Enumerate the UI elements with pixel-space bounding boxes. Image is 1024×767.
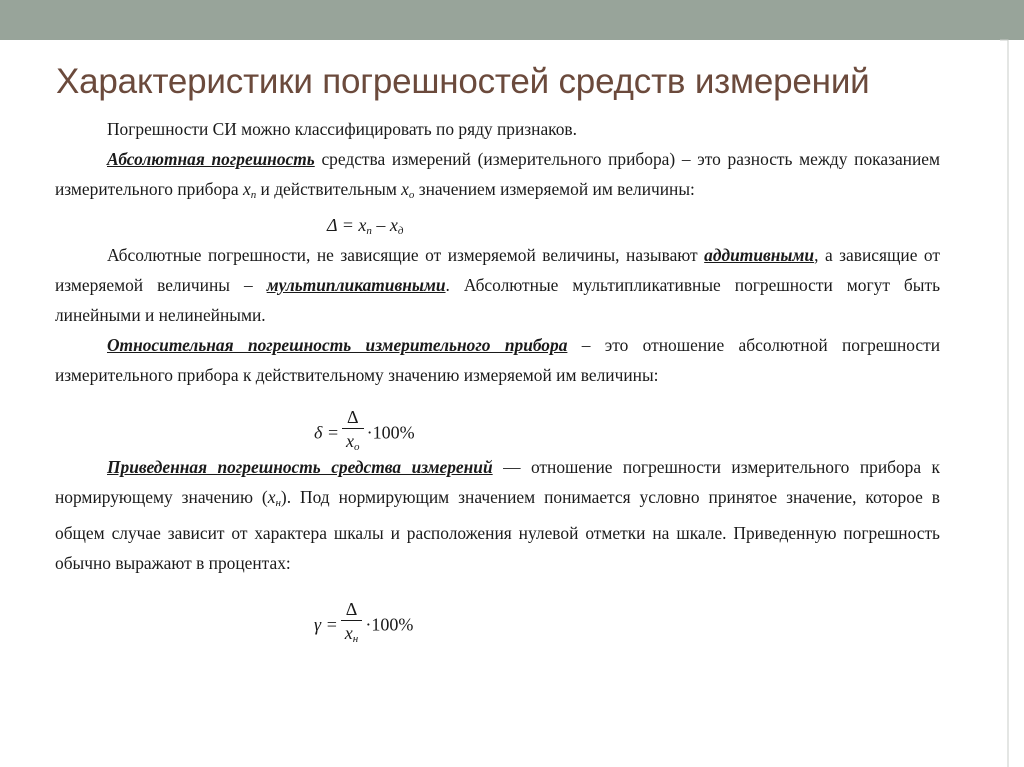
relative-error-term: Относительная погрешность измерительного прибора — [107, 335, 568, 355]
slide-body — [55, 114, 940, 644]
absolute-error-paragraph: Абсолютная погрешность средства измерений (измерительного прибора) – это разность между показанием измерительного прибора $x_п$ и действительным $x_о$ значением измеряемой им величины: — [55, 149, 940, 201]
top-banner — [0, 0, 1024, 40]
relative-error-formula: δ = $\frac{\Delta}{x_о}$ ·100% — [314, 407, 415, 453]
absolute-error-formula: $\Delta = x_п - x_д$ — [327, 215, 404, 237]
reduced-error-term: Приведенная погрешность средства измерений — [107, 457, 493, 477]
relative-error-paragraph: Относительная погрешность измерительного прибора – это отношение абсолютной погрешности измерительного прибора к действительному значению измеряемой им величины: — [55, 335, 941, 385]
reduced-error-paragraph: Приведенная погрешность средства измерений — отношение погрешности измерительного прибора к нормирующему значению $(x_н)$. Под нормирующим значением понимается условно принятое значение, которое в общем случае зависит от характера шкалы и расположения нулевой отметки на шкале. Приведенную погрешность обычно выражают в процентах: — [55, 457, 941, 573]
multiplicative-term: мультипликативными — [266, 275, 446, 295]
slide-title: Характеристики погрешностей средств измерений — [56, 62, 870, 101]
additive-term: аддитивными — [704, 245, 815, 265]
additive-multiplicative-paragraph: Абсолютные погрешности, не зависящие от измеряемой величины, называют аддитивными, а зависящие от измеряемой величины – мультипликативными. Абсолютные мультипликативные погрешности могут быть линейными и нелинейными. — [55, 245, 940, 325]
reduced-error-formula: γ = $\frac{\Delta}{x_н}$ ·100% — [314, 599, 414, 645]
absolute-error-term: Абсолютная погрешность — [107, 149, 315, 169]
intro-paragraph: Погрешности СИ можно классифицировать по ряду признаков. — [107, 119, 577, 139]
